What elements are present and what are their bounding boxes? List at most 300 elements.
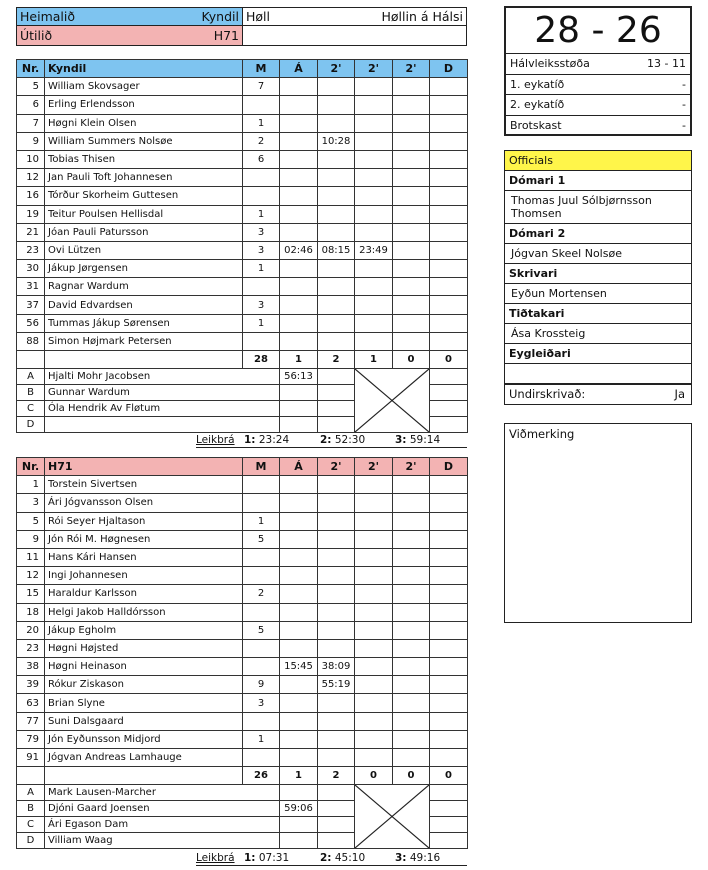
player-goals: 3 [243,241,280,259]
player-number: 23 [17,241,45,259]
player-suspension-3 [393,585,430,603]
player-suspension-3 [393,712,430,730]
player-suspension-1 [318,332,355,350]
player-name: Jan Pauli Toft Johannesen [45,169,243,187]
remarks-box [504,423,692,623]
player-disqualification [430,78,468,96]
player-suspension-2 [355,205,393,223]
total-a: 1 [280,351,318,369]
team-official-disqualification [430,801,468,817]
player-name: Jón Rói M. Høgnesen [45,530,243,548]
team-official-suspension [318,369,355,385]
team-official-code: A [17,369,45,385]
player-row [17,676,468,694]
total-s2: 0 [355,767,393,785]
official-name-referee-1: Thomas Juul Sólbjørnsson Thomsen [505,191,691,224]
player-number: 88 [17,332,45,350]
team-official-warning: 59:06 [280,801,318,817]
total-s3: 0 [393,767,430,785]
player-warning [280,296,318,314]
player-suspension-1 [318,260,355,278]
player-name: Ragnar Wardum [45,278,243,296]
player-warning: 15:45 [280,658,318,676]
team-official-warning: 56:13 [280,369,318,385]
player-warning [280,332,318,350]
team-official-name: Gunnar Wardum [45,385,280,401]
player-name: Tobias Thisen [45,150,243,168]
player-suspension-3 [393,658,430,676]
halftime-label: Hálvleiksstøða [510,57,590,71]
player-row [17,658,468,676]
player-suspension-2 [355,567,393,585]
player-goals [243,476,280,494]
player-disqualification [430,530,468,548]
official-role-referee-1: Dómari 1 [505,171,691,191]
player-name: Jákup Jørgensen [45,260,243,278]
player-warning [280,96,318,114]
col-suspension-2: 2' [355,60,393,78]
signed-label: Undirskrivað: [509,387,586,401]
player-goals: 9 [243,676,280,694]
player-name: Helgi Jakob Halldórsson [45,603,243,621]
totals-blank [17,351,45,369]
player-row [17,749,468,767]
player-row [17,639,468,657]
player-name: Jón Eyðunsson Midjord [45,730,243,748]
player-suspension-1 [318,512,355,530]
player-goals [243,278,280,296]
player-disqualification [430,169,468,187]
player-suspension-3 [393,548,430,566]
player-suspension-1 [318,494,355,512]
player-name: Tórður Skorheim Guttesen [45,187,243,205]
cross-mark-icon [355,369,429,432]
player-suspension-1 [318,749,355,767]
player-row [17,150,468,168]
col-disqualification: D [430,458,468,476]
penalties-row [506,116,690,137]
player-number: 6 [17,96,45,114]
player-suspension-2 [355,639,393,657]
away-timeouts [196,852,467,866]
team-official-row [17,785,468,801]
player-suspension-2 [355,260,393,278]
home-label: Heimalið [20,9,75,24]
total-s3: 0 [393,351,430,369]
player-goals [243,187,280,205]
team-official-warning [280,833,318,849]
player-suspension-3 [393,278,430,296]
player-goals [243,96,280,114]
timeout-1: 1: 23:24 [244,434,290,446]
timeout-2: 2: 45:10 [320,852,366,864]
halftime-row [506,54,690,75]
team-official-disqualification [430,817,468,833]
team-official-disqualification [430,369,468,385]
player-suspension-3 [393,296,430,314]
player-row [17,494,468,512]
player-goals [243,494,280,512]
team-official-disqualification [430,417,468,433]
timeout-label: Leikbrá [196,434,235,446]
team-official-suspension [318,801,355,817]
player-name: Teitur Poulsen Hellisdal [45,205,243,223]
overtime-2-score: - [682,98,686,112]
player-suspension-3 [393,530,430,548]
player-goals: 3 [243,694,280,712]
player-goals [243,169,280,187]
player-warning [280,187,318,205]
player-suspension-3 [393,730,430,748]
player-suspension-3 [393,476,430,494]
official-name-scorer: Eyðun Mortensen [505,284,691,304]
player-warning [280,548,318,566]
away-label: Útilið [20,28,53,43]
player-suspension-2 [355,132,393,150]
player-suspension-3 [393,187,430,205]
team-official-code: A [17,785,45,801]
col-nr: Nr. [17,458,45,476]
player-warning [280,730,318,748]
player-row [17,205,468,223]
official-role-timekeeper: Tiðtakari [505,304,691,324]
player-suspension-2 [355,332,393,350]
player-warning [280,494,318,512]
player-goals [243,639,280,657]
player-suspension-1 [318,476,355,494]
player-name: Høgni Højsted [45,639,243,657]
player-disqualification [430,96,468,114]
team-official-name: Villiam Waag [45,833,280,849]
score-box [504,6,692,136]
player-suspension-3 [393,78,430,96]
player-suspension-3 [393,96,430,114]
player-row [17,585,468,603]
player-name: Rókur Ziskason [45,676,243,694]
player-suspension-1 [318,548,355,566]
player-suspension-1 [318,585,355,603]
official-name-delegate [505,364,691,384]
col-suspension-2: 2' [355,458,393,476]
player-number: 5 [17,78,45,96]
player-suspension-2 [355,78,393,96]
player-suspension-2 [355,730,393,748]
home-table-header [17,60,468,78]
team-official-code: C [17,817,45,833]
player-disqualification [430,749,468,767]
player-suspension-3 [393,567,430,585]
player-suspension-3 [393,132,430,150]
player-row [17,712,468,730]
col-suspension-3: 2' [393,458,430,476]
player-suspension-3 [393,314,430,332]
totals-blank [45,767,243,785]
player-number: 23 [17,639,45,657]
player-suspension-1 [318,296,355,314]
player-suspension-2 [355,512,393,530]
player-suspension-2 [355,314,393,332]
player-suspension-1 [318,530,355,548]
player-suspension-2 [355,150,393,168]
player-warning [280,132,318,150]
player-number: 11 [17,548,45,566]
total-s1: 2 [318,767,355,785]
player-goals [243,603,280,621]
player-number: 12 [17,567,45,585]
player-suspension-1 [318,621,355,639]
player-goals: 5 [243,621,280,639]
player-number: 31 [17,278,45,296]
player-suspension-3 [393,494,430,512]
player-number: 16 [17,187,45,205]
player-row [17,114,468,132]
team-official-suspension [318,385,355,401]
team-official-disqualification [430,385,468,401]
player-goals: 2 [243,132,280,150]
player-suspension-1: 10:28 [318,132,355,150]
player-suspension-1 [318,314,355,332]
player-row [17,512,468,530]
player-name: David Edvardsen [45,296,243,314]
player-goals [243,567,280,585]
player-warning [280,749,318,767]
player-row [17,169,468,187]
total-a: 1 [280,767,318,785]
team-official-disqualification [430,785,468,801]
player-row [17,278,468,296]
team-official-name: Ári Egason Dam [45,817,280,833]
player-disqualification [430,676,468,694]
player-name: Erling Erlendsson [45,96,243,114]
player-disqualification [430,476,468,494]
player-warning [280,205,318,223]
timeout-3: 3: 49:16 [395,852,441,864]
player-goals: 1 [243,205,280,223]
overtime-1-row [506,75,690,96]
player-suspension-1 [318,187,355,205]
player-disqualification [430,567,468,585]
signed-row [504,383,692,405]
halftime-score: 13 - 11 [647,57,686,71]
venue-cell [243,8,466,25]
player-number: 9 [17,530,45,548]
player-warning [280,260,318,278]
player-row [17,694,468,712]
player-disqualification [430,241,468,259]
team-official-name [45,417,280,433]
team-official-disqualification [430,401,468,417]
player-suspension-2 [355,676,393,694]
match-header [16,7,467,46]
player-goals: 2 [243,585,280,603]
venue-name: Høllin á Hálsi [381,9,463,24]
player-suspension-2 [355,749,393,767]
player-suspension-2 [355,278,393,296]
totals-row [17,767,468,785]
player-goals: 5 [243,530,280,548]
team-official-name: Mark Lausen-Marcher [45,785,280,801]
player-disqualification [430,150,468,168]
player-row [17,187,468,205]
team-official-warning [280,401,318,417]
player-warning [280,676,318,694]
player-warning [280,585,318,603]
team-official-code: C [17,401,45,417]
player-disqualification [430,548,468,566]
player-suspension-1 [318,730,355,748]
overtime-1-score: - [682,77,686,91]
player-name: Ári Jógvansson Olsen [45,494,243,512]
player-warning [280,78,318,96]
col-suspension-1: 2' [318,458,355,476]
player-number: 20 [17,621,45,639]
player-row [17,621,468,639]
total-m: 26 [243,767,280,785]
player-name: Ingi Johannesen [45,567,243,585]
home-timeouts [196,434,467,448]
player-suspension-2 [355,621,393,639]
player-warning [280,314,318,332]
player-goals: 7 [243,78,280,96]
player-goals [243,548,280,566]
player-suspension-1 [318,205,355,223]
player-name: Høgni Klein Olsen [45,114,243,132]
player-number: 19 [17,205,45,223]
player-row [17,603,468,621]
player-name: Suni Dalsgaard [45,712,243,730]
player-disqualification [430,494,468,512]
timeout-2: 2: 52:30 [320,434,366,446]
player-number: 77 [17,712,45,730]
player-name: Høgni Heinason [45,658,243,676]
player-goals [243,332,280,350]
player-suspension-1: 38:09 [318,658,355,676]
player-number: 1 [17,476,45,494]
player-disqualification [430,730,468,748]
player-warning [280,694,318,712]
cross-mark-icon [355,785,429,848]
player-suspension-1 [318,639,355,657]
col-goals: M [243,458,280,476]
team-official-suspension [318,817,355,833]
player-suspension-1 [318,96,355,114]
totals-blank [17,767,45,785]
player-suspension-2 [355,114,393,132]
player-name: William Skovsager [45,78,243,96]
player-disqualification [430,205,468,223]
officials-title: Officials [505,151,691,171]
player-row [17,530,468,548]
home-team-table [16,59,468,433]
player-goals: 3 [243,296,280,314]
player-name: Jógvan Andreas Lamhauge [45,749,243,767]
timeout-label: Leikbrá [196,852,235,864]
totals-row [17,351,468,369]
player-name: Jákup Egholm [45,621,243,639]
player-name: Brian Slyne [45,694,243,712]
player-row [17,548,468,566]
overtime-2-label: 2. eykatíð [510,98,565,112]
player-warning [280,639,318,657]
team-official-suspension [318,417,355,433]
team-official-warning [280,817,318,833]
player-number: 10 [17,150,45,168]
player-warning [280,223,318,241]
player-suspension-3 [393,223,430,241]
player-disqualification [430,114,468,132]
player-goals: 1 [243,512,280,530]
player-suspension-2 [355,296,393,314]
player-suspension-1 [318,114,355,132]
player-warning [280,476,318,494]
player-name: Tummas Jákup Sørensen [45,314,243,332]
team-official-code: D [17,417,45,433]
home-team-cell [17,8,243,25]
player-goals: 3 [243,223,280,241]
official-name-referee-2: Jógvan Skeel Nolsøe [505,244,691,264]
player-row [17,223,468,241]
player-suspension-3 [393,694,430,712]
timeout-1: 1: 07:31 [244,852,290,864]
total-s1: 2 [318,351,355,369]
official-role-scorer: Skrivari [505,264,691,284]
player-disqualification [430,512,468,530]
total-d: 0 [430,767,468,785]
team-official-suspension [318,833,355,849]
player-suspension-1 [318,712,355,730]
player-suspension-3 [393,639,430,657]
col-warning: Á [280,60,318,78]
player-disqualification [430,694,468,712]
player-number: 9 [17,132,45,150]
player-name: Haraldur Karlsson [45,585,243,603]
total-d: 0 [430,351,468,369]
team-official-code: D [17,833,45,849]
player-suspension-3 [393,241,430,259]
player-warning [280,278,318,296]
col-warning: Á [280,458,318,476]
col-nr: Nr. [17,60,45,78]
team-official-warning [280,417,318,433]
player-suspension-1 [318,278,355,296]
final-score: 28 - 26 [506,8,690,54]
player-row [17,296,468,314]
overtime-1-label: 1. eykatíð [510,77,565,91]
player-warning [280,712,318,730]
player-suspension-3 [393,332,430,350]
player-goals: 1 [243,314,280,332]
player-disqualification [430,314,468,332]
crossed-out-cell [355,369,430,433]
team-official-name: Óla Hendrik Av Fløtum [45,401,280,417]
home-team-name: Kyndil [201,9,239,24]
player-goals [243,749,280,767]
player-number: 12 [17,169,45,187]
player-suspension-3 [393,603,430,621]
player-number: 3 [17,494,45,512]
col-goals: M [243,60,280,78]
player-suspension-2 [355,548,393,566]
player-suspension-2 [355,603,393,621]
player-disqualification [430,223,468,241]
team-official-code: B [17,385,45,401]
player-number: 91 [17,749,45,767]
col-team-name: Kyndil [45,60,243,78]
player-number: 15 [17,585,45,603]
player-number: 63 [17,694,45,712]
player-suspension-1 [318,150,355,168]
player-warning [280,567,318,585]
